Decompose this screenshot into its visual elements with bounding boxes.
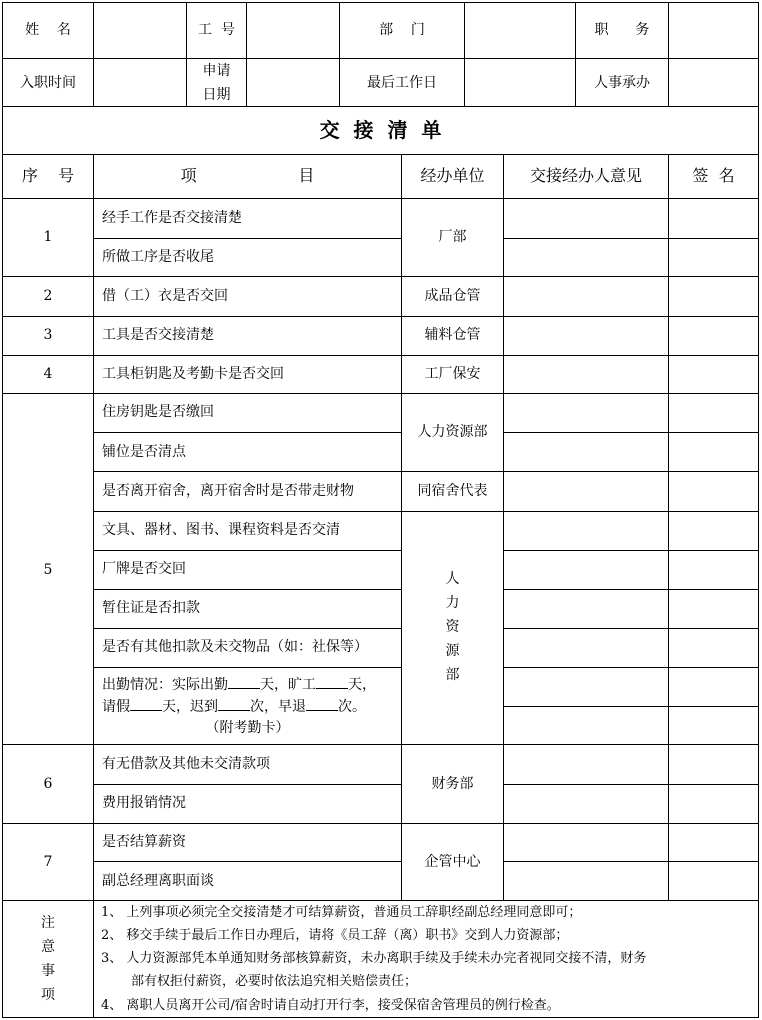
- row-number: 5: [43, 562, 53, 578]
- unit-text: 辅料仓管: [424, 327, 481, 343]
- item-text: 厂牌是否交回: [102, 561, 186, 577]
- item-text: 工具是否交接清楚: [102, 327, 214, 343]
- label-employee-id: 工 号: [198, 22, 235, 38]
- col-header-unit: 经办单位: [420, 166, 485, 185]
- unit-text: 工厂保安: [424, 366, 481, 382]
- unit-text: 财务部: [431, 776, 474, 792]
- item-text: 有无借款及其他未交清款项: [102, 756, 270, 772]
- frame-bottom: [2, 1017, 759, 1018]
- unit-text: 成品仓管: [424, 288, 481, 304]
- field-name[interactable]: [94, 3, 186, 58]
- label-department: 部 门: [379, 22, 425, 38]
- col-header-sign: 签 名: [692, 166, 735, 185]
- unit-text: 企管中心: [424, 854, 481, 870]
- notes-label-char: 注: [41, 915, 55, 931]
- col-header-opinion: 交接经办人意见: [529, 166, 642, 185]
- field-department[interactable]: [465, 3, 575, 58]
- note-line: 2、 移交手续于最后工作日办理后，请将《员工辞（离）职书》交到人力资源部；: [101, 928, 569, 943]
- row-number: 7: [43, 854, 53, 870]
- field-hr-handler[interactable]: [669, 59, 758, 106]
- label-name: 姓 名: [25, 22, 71, 38]
- notes-label-char: 意: [41, 939, 55, 955]
- unit-vertical-char: 部: [445, 667, 460, 683]
- item-text: 副总经理离职面谈: [102, 873, 214, 889]
- unit-text: 厂部: [438, 229, 467, 245]
- unit-text: 同宿舍代表: [417, 483, 488, 499]
- field-apply-date[interactable]: [247, 59, 339, 106]
- notes-label-char: 事: [41, 963, 55, 979]
- item-text: 铺位是否清点: [102, 444, 186, 460]
- label-apply-date-1: 申请: [202, 63, 231, 79]
- row-number: 3: [43, 327, 53, 343]
- item-text: 是否结算薪资: [102, 834, 186, 850]
- field-last-workday[interactable]: [465, 59, 575, 106]
- row-number: 6: [43, 776, 53, 792]
- attendance-note: （附考勤卡）: [205, 720, 290, 736]
- item-text: 住房钥匙是否缴回: [102, 404, 214, 420]
- item-text: 经手工作是否交接清楚: [102, 210, 242, 226]
- label-hire-date: 入职时间: [20, 75, 76, 91]
- col-header-seq: 序 号: [21, 166, 75, 185]
- label-hr-handler: 人事承办: [594, 75, 650, 91]
- field-hire-date[interactable]: [94, 59, 186, 106]
- attendance-line-2: 请假 天，迟到 次，早退 次。: [102, 699, 366, 715]
- field-employee-id[interactable]: [247, 3, 339, 58]
- label-apply-date-2: 日期: [202, 87, 231, 103]
- item-text: 工具柜钥匙及考勤卡是否交回: [102, 366, 284, 382]
- item-text: 是否有其他扣款及未交物品（如：社保等）: [102, 639, 368, 655]
- label-position: 职 务: [594, 22, 650, 38]
- form-title: 交 接 清 单: [319, 118, 442, 142]
- blank-absent-days[interactable]: [316, 675, 348, 689]
- item-text: 借（工）衣是否交回: [102, 288, 228, 304]
- blank-early-leave-times[interactable]: [306, 697, 338, 711]
- unit-text: 人力资源部: [417, 424, 488, 440]
- row-number: 1: [43, 229, 53, 245]
- blank-late-times[interactable]: [218, 697, 250, 711]
- row-number: 4: [43, 366, 53, 382]
- item-text: 是否离开宿舍，离开宿舍时是否带走财物: [102, 483, 354, 499]
- row-number: 2: [43, 288, 53, 304]
- col-header-item: 项 目: [180, 166, 315, 185]
- unit-vertical-char: 人: [445, 571, 460, 587]
- label-last-workday: 最后工作日: [367, 75, 437, 91]
- note-line: 部有权拒付薪资，必要时依法追究相关赔偿责任；: [131, 974, 418, 989]
- note-line: 3、 人力资源部凭本单通知财务部核算薪资，未办离职手续及手续未办完者视同交接不清，财务: [101, 951, 647, 966]
- note-line: 1、 上列事项必须完全交接清楚才可结算薪资，普通员工辞职经副总经理同意即可；: [101, 905, 582, 920]
- blank-attend-days[interactable]: [228, 675, 260, 689]
- field-position[interactable]: [669, 3, 758, 58]
- note-line: 4、 离职人员离开公司/宿舍时请自动打开行李，接受保宿舍管理员的例行检查。: [101, 998, 560, 1013]
- unit-vertical-char: 力: [445, 595, 460, 611]
- notes-label-char: 项: [41, 987, 55, 1003]
- blank-leave-days[interactable]: [130, 697, 162, 711]
- item-text: 费用报销情况: [102, 795, 186, 811]
- attendance-line-1: 出勤情况：实际出勤 天，旷工 天，: [102, 677, 376, 693]
- item-text: 文具、器材、图书、课程资料是否交清: [102, 522, 340, 538]
- unit-vertical-char: 资: [445, 619, 460, 635]
- unit-vertical-char: 源: [445, 643, 460, 659]
- item-text: 暂住证是否扣款: [102, 600, 200, 616]
- item-text: 所做工序是否收尾: [102, 249, 214, 265]
